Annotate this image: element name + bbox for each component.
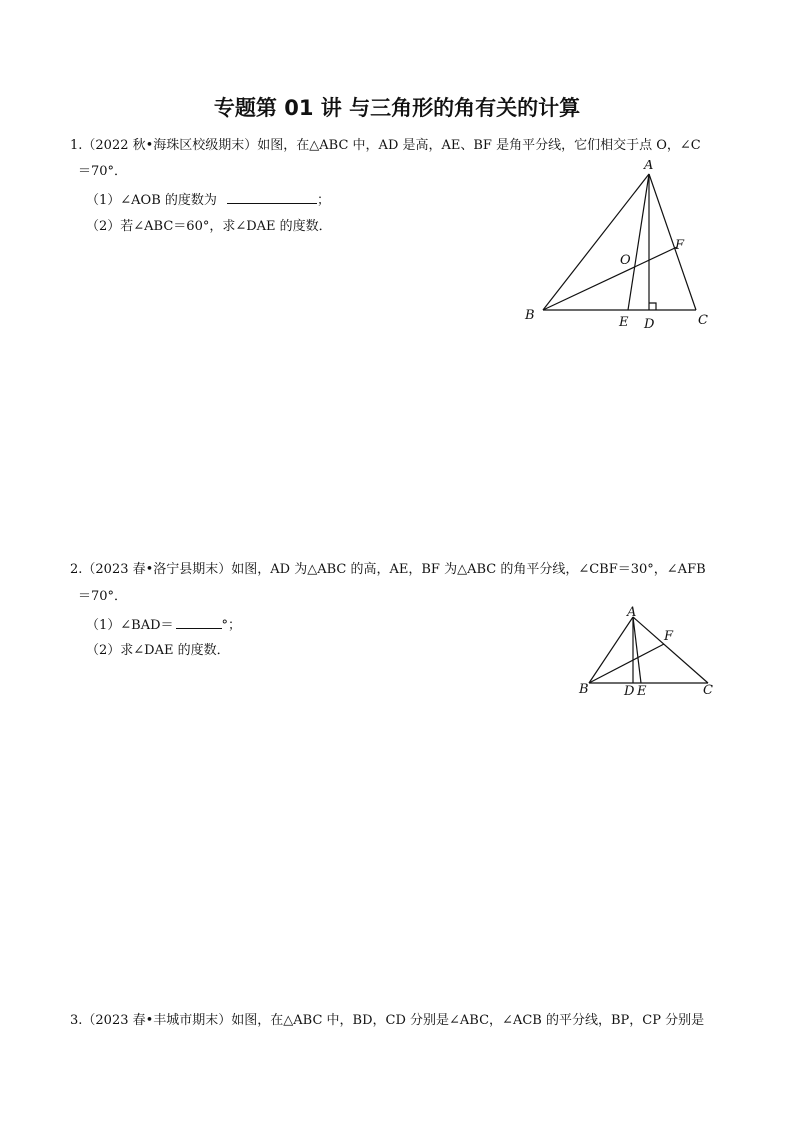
label-e: E (637, 684, 647, 699)
problem-1-line2: ＝70°． (78, 164, 128, 179)
problem-1-number: 1. (70, 138, 83, 153)
problem-2-q1-prefix: （1）∠BAD＝ (86, 618, 174, 633)
problem-2-question-1 (86, 615, 241, 635)
label-f: F (664, 629, 674, 644)
problem-2-q1-suffix: °； (221, 618, 242, 633)
page-title: 专题第 01 讲 与三角形的角有关的计算 (213, 96, 581, 120)
answer-blank[interactable] (176, 615, 222, 629)
label-c: C (703, 683, 713, 698)
problem-2-line2: ＝70°． (78, 589, 128, 604)
label-c: C (698, 313, 708, 328)
label-d: D (624, 684, 635, 699)
label-o: O (620, 253, 631, 268)
problem-2-stem (70, 561, 706, 579)
label-d: D (644, 317, 655, 332)
side-ab (543, 174, 649, 310)
right-angle-mark (649, 303, 656, 310)
problem-1-line1: （2022 秋•海珠区校级期末）如图，在△ABC 中，AD 是高，AE、BF 是角平分线，它们相交于点 O，∠C (82, 138, 701, 153)
problem-2-question-2: （2）求∠DAE 的度数． (86, 643, 230, 658)
bisector-ae (628, 174, 649, 310)
problem-3-number: 3. (70, 1013, 83, 1028)
problem-1-stem (70, 137, 701, 155)
problem-1-question-2: （2）若∠ABC＝60°，求∠DAE 的度数． (86, 219, 332, 234)
problem-3-line1: （2023 春•丰城市期末）如图，在△ABC 中，BD，CD 分别是∠ABC，∠ACB 的平分线，BP，CP 分别是 (82, 1013, 705, 1028)
problem-2-line1: （2023 春•洛宁县期末）如图，AD 为△ABC 的高，AE，BF 为△ABC 的角平分线，∠CBF＝30°，∠AFB (82, 562, 706, 577)
bisector-ae (633, 617, 641, 683)
problem-3-stem (70, 1012, 704, 1030)
problem-2-figure (570, 600, 730, 705)
problem-1-q1-suffix: ； (317, 193, 331, 208)
label-b: B (525, 308, 535, 323)
label-b: B (579, 682, 589, 697)
label-f: F (675, 238, 685, 253)
side-ac (649, 174, 696, 310)
bisector-bf (589, 644, 664, 683)
problem-2-number: 2. (70, 562, 83, 577)
label-e: E (619, 315, 629, 330)
problem-1-q1-prefix: （1）∠AOB 的度数为 (86, 193, 217, 208)
problem-1-question-1 (86, 190, 330, 210)
problem-1-figure (515, 160, 745, 340)
answer-blank[interactable] (227, 190, 317, 204)
bisector-bf (543, 247, 677, 310)
side-ab (589, 617, 633, 683)
label-a: A (644, 160, 654, 173)
label-a: A (627, 605, 637, 620)
side-ac (633, 617, 708, 683)
